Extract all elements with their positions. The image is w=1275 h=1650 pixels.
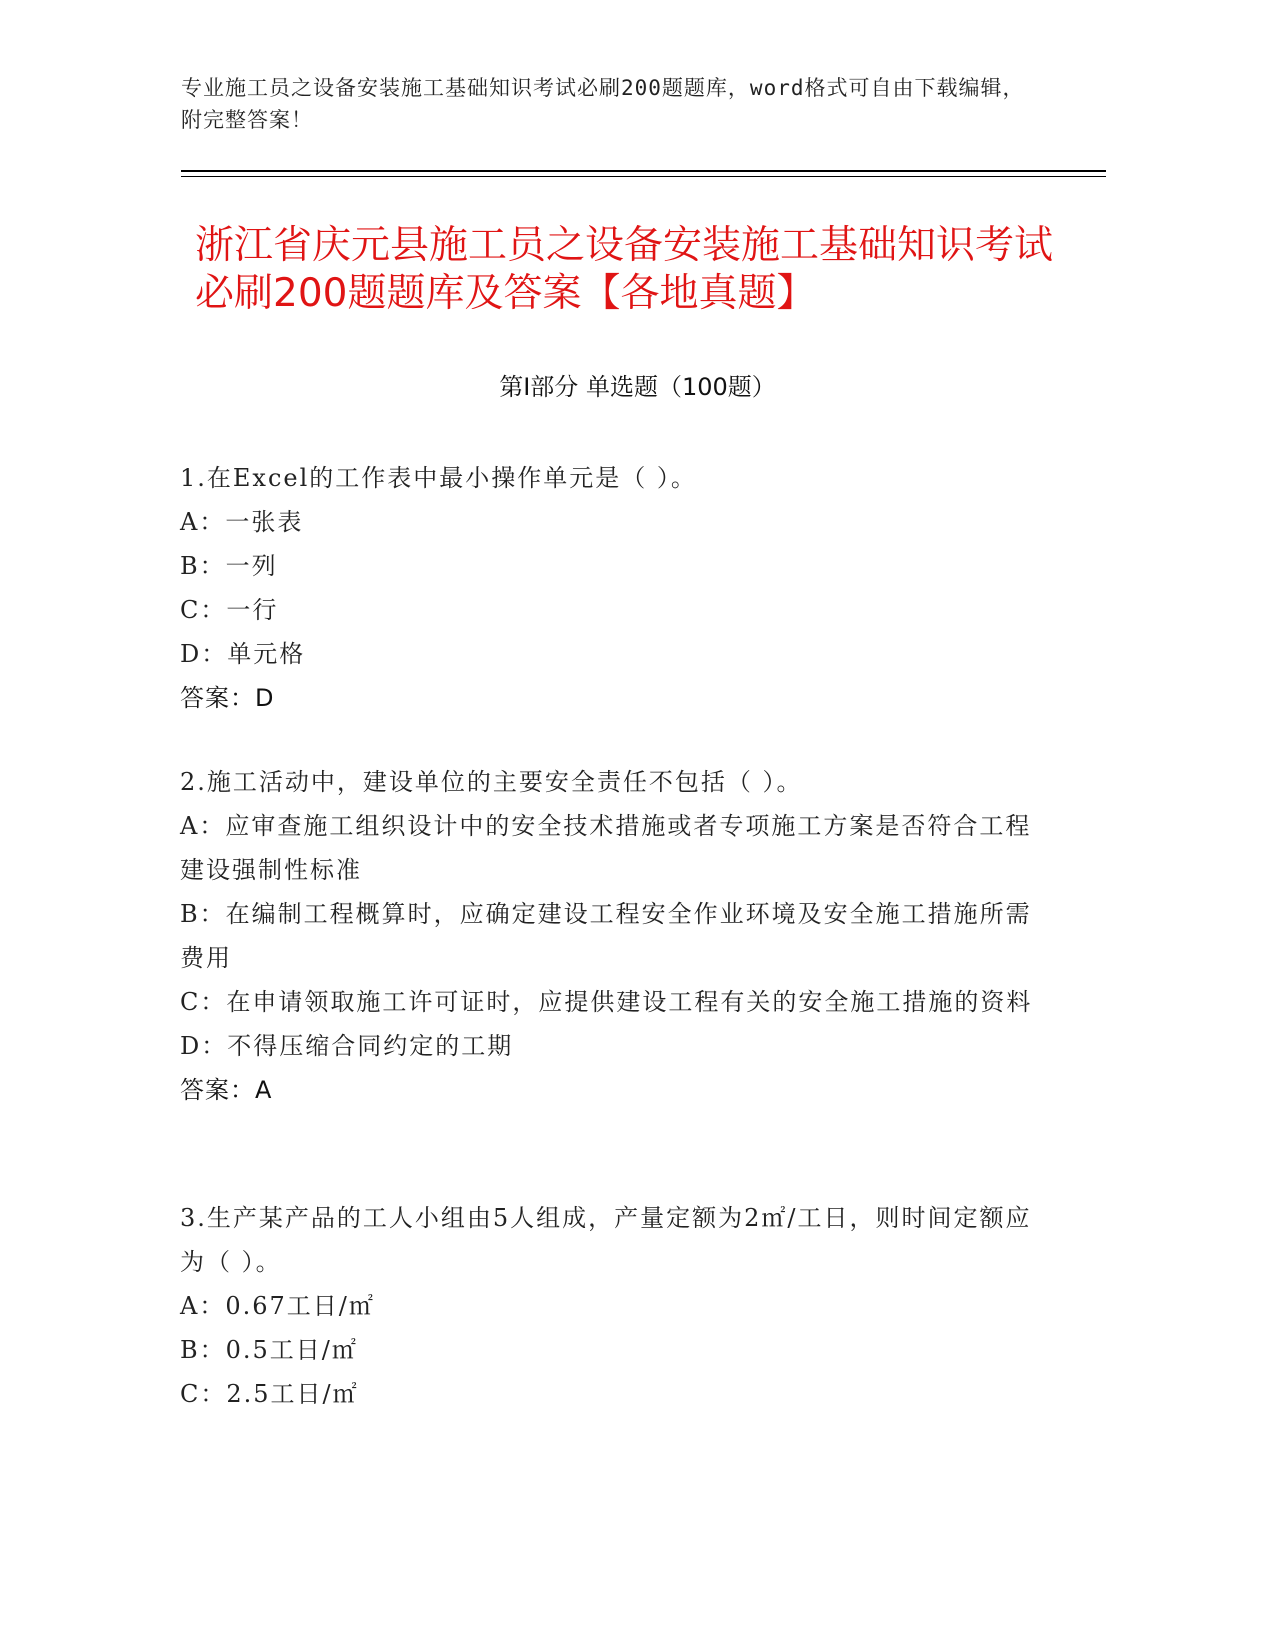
option-c: C：一行 (180, 596, 279, 624)
question-stem: 2.施工活动中，建设单位的主要安全责任不包括（ ）。 (180, 768, 803, 796)
answer-line: 答案：A (180, 1076, 273, 1104)
question-stem: 3.生产某产品的工人小组由5人组成，产量定额为2㎡/工日，则时间定额应为（ ）。 (180, 1204, 1032, 1276)
option-a: A：应审查施工组织设计中的安全技术措施或者专项施工方案是否符合工程建设强制性标准 (180, 812, 1032, 884)
answer-line: 答案：D (180, 684, 275, 712)
option-c: C：在申请领取施工许可证时，应提供建设工程有关的安全施工措施的资料 (180, 988, 1033, 1016)
option-b: B：0.5工日/㎡ (180, 1336, 358, 1364)
question-2 (180, 760, 1040, 1112)
option-c: C：2.5工日/㎡ (180, 1380, 359, 1408)
option-b: B：在编制工程概算时，应确定建设工程安全作业环境及安全施工措施所需费用 (180, 900, 1032, 972)
question-1 (180, 456, 1040, 720)
option-d: D：单元格 (180, 640, 306, 668)
document-title: 浙江省庆元县施工员之设备安装施工基础知识考试必刷200题题库及答案【各地真题】 (195, 223, 1054, 316)
section-heading: 第Ⅰ部分 单选题（100题） (499, 373, 776, 401)
option-a: A：一张表 (180, 508, 304, 536)
header-note: 专业施工员之设备安装施工基础知识考试必刷200题题库，word格式可自由下载编辑，附完整答案！ (181, 76, 1025, 132)
option-d: D：不得压缩合同约定的工期 (180, 1032, 514, 1060)
question-stem: 1.在Excel的工作表中最小操作单元是（ ）。 (180, 464, 697, 492)
header-divider-thick (181, 170, 1106, 172)
option-b: B：一列 (180, 552, 278, 580)
question-3 (180, 1196, 1040, 1416)
option-a: A：0.67工日/㎡ (180, 1292, 375, 1320)
header-divider-thin (181, 176, 1106, 177)
